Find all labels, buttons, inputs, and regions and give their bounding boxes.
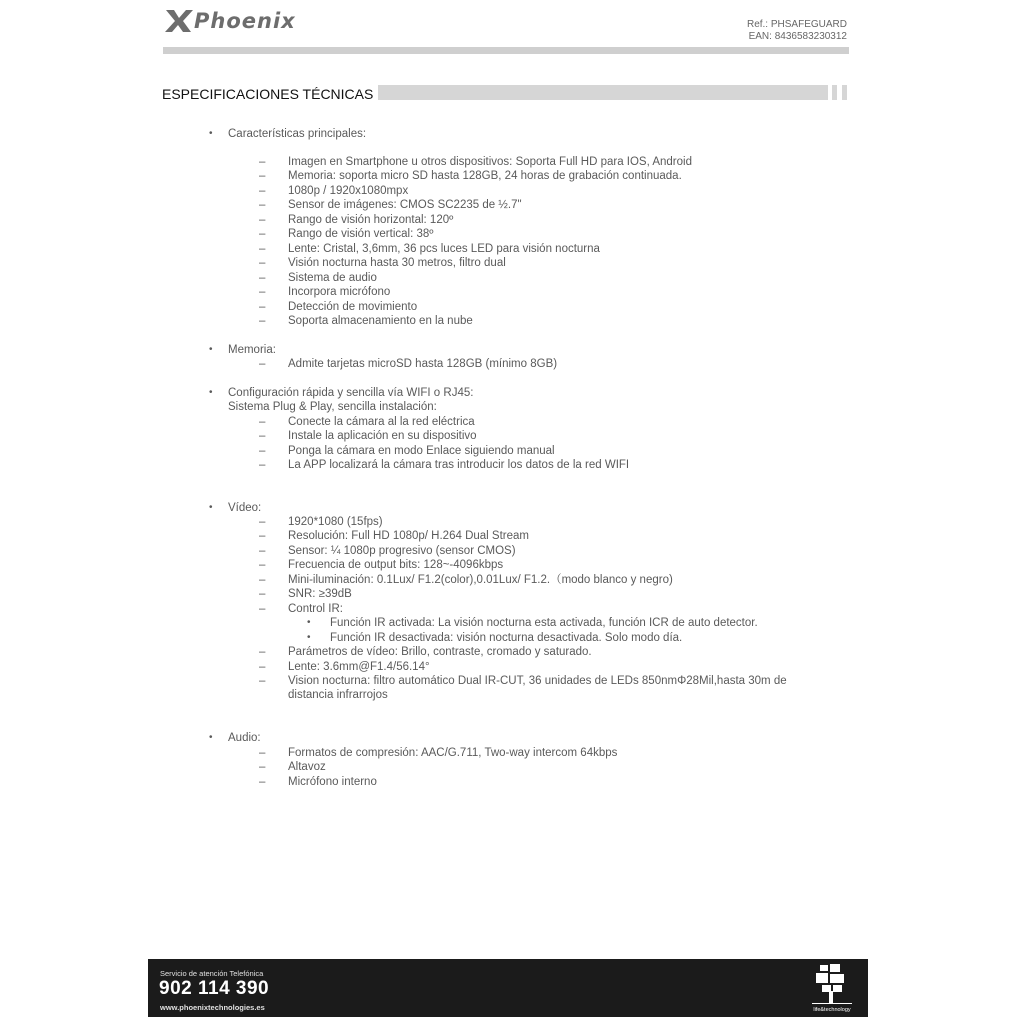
list-item: Conecte la cámara al la red eléctrica	[288, 416, 475, 428]
list-item: Memoria: soporta micro SD hasta 128GB, 24 horas de grabación continuada.	[288, 170, 682, 183]
dash-marker: –	[259, 544, 266, 557]
dash-marker: –	[259, 271, 266, 284]
bullet-marker: •	[209, 502, 213, 513]
bullet-marker: •	[209, 128, 213, 139]
list-item: Frecuencia de output bits: 128~-4096kbps	[288, 559, 504, 572]
sub-bullet-marker: •	[307, 631, 311, 643]
footer	[148, 959, 868, 1017]
list-item: Rango de visión horizontal: 120º	[288, 213, 454, 226]
dash-marker: –	[259, 430, 266, 443]
dash-marker: –	[259, 459, 266, 472]
list-item: Rango de visión vertical: 38º	[288, 228, 434, 241]
list-item: Formatos de compresión: AAC/G.711, Two-way intercom 64kbps	[288, 747, 618, 759]
dash-marker: –	[259, 300, 266, 313]
list-item: Incorpora micrófono	[288, 286, 391, 299]
dash-marker: –	[259, 660, 266, 673]
bullet-marker: •	[209, 732, 213, 743]
sub-list-item: Función IR desactivada: visión nocturna desactivada. Solo modo día.	[330, 631, 683, 644]
list-item: Micrófono interno	[288, 775, 377, 788]
list-item: 1080p / 1920x1080mpx	[288, 184, 409, 197]
dash-marker: –	[259, 516, 266, 528]
section-heading: Características principales:	[228, 128, 367, 140]
dash-marker: –	[259, 674, 266, 687]
dash-marker: –	[259, 775, 266, 788]
list-item: 1920*1080 (15fps)	[288, 516, 383, 528]
section-title: ESPECIFICACIONES TÉCNICAS	[162, 86, 374, 102]
section-subheading: Sistema Plug & Play, sencilla instalación:	[228, 401, 437, 413]
dash-marker: –	[259, 573, 266, 586]
dash-marker: –	[259, 286, 266, 299]
section-heading: Vídeo:	[228, 502, 262, 514]
dash-marker: –	[259, 602, 266, 615]
sub-list-item: Función IR activada: La visión nocturna esta activada, función ICR de auto detector.	[330, 617, 758, 630]
bullet-marker: •	[209, 387, 213, 398]
ean-code: EAN: 8436583230312	[748, 31, 847, 42]
list-item: Mini-iluminación: 0.1Lux/ F1.2(color),0.01Lux/ F1.2.（modo blanco y negro)	[288, 573, 673, 586]
list-item: Detección de movimiento	[288, 300, 418, 313]
list-item: Imagen en Smartphone u otros dispositivos: Soporta Full HD para IOS, Android	[288, 156, 692, 168]
dash-marker: –	[259, 184, 266, 197]
dash-marker: –	[259, 444, 266, 457]
list-item: Sistema de audio	[288, 271, 377, 284]
dash-marker: –	[259, 358, 266, 370]
brand-name: Phoenix	[194, 9, 296, 33]
section-heading: Configuración rápida y sencilla vía WIFI o RJ45:	[228, 387, 474, 399]
list-item: Lente: Cristal, 3,6mm, 36 pcs luces LED para visión nocturna	[288, 242, 600, 255]
list-item: Admite tarjetas microSD hasta 128GB (mínimo 8GB)	[288, 358, 558, 370]
dash-marker: –	[259, 156, 266, 168]
list-item: Parámetros de vídeo: Brillo, contraste, cromado y saturado.	[288, 646, 592, 659]
dash-marker: –	[259, 228, 266, 241]
section-heading: Audio:	[228, 732, 261, 744]
list-item-continuation: distancia infrarrojos	[288, 689, 388, 702]
list-item: Sensor de imágenes: CMOS SC2235 de ½.7"	[288, 199, 522, 212]
list-item: Vision nocturna: filtro automático Dual IR-CUT, 36 unidades de LEDs 850nmΦ28Mil,hasta 30m de	[288, 674, 787, 687]
dash-marker: –	[259, 257, 266, 270]
phone-number: 902 114 390	[159, 978, 270, 999]
list-item: Altavoz	[288, 761, 326, 774]
dash-marker: –	[259, 588, 266, 601]
list-item: Control IR:	[288, 602, 343, 615]
tree-logo-icon	[806, 963, 858, 1013]
list-item: Lente: 3.6mm@F1.4/56.14°	[288, 660, 430, 673]
dash-marker: –	[259, 314, 266, 327]
service-label: Servicio de atención Telefónica	[160, 969, 264, 978]
list-item: Resolución: Full HD 1080p/ H.264 Dual Stream	[288, 530, 529, 543]
dash-marker: –	[259, 761, 266, 774]
dash-marker: –	[259, 199, 266, 212]
dash-marker: –	[259, 646, 266, 659]
list-item: La APP localizará la cámara tras introducir los datos de la red WIFI	[288, 459, 630, 472]
list-item: Ponga la cámara en modo Enlace siguiendo manual	[288, 444, 555, 457]
list-item: Visión nocturna hasta 30 metros, filtro dual	[288, 257, 506, 270]
section-heading: Memoria:	[228, 344, 276, 356]
dash-marker: –	[259, 213, 266, 226]
bullet-marker: •	[209, 344, 213, 355]
list-item: Soporta almacenamiento en la nube	[288, 314, 473, 327]
dash-marker: –	[259, 530, 266, 543]
dash-marker: –	[259, 416, 266, 428]
ref-code: Ref.: PHSAFEGUARD	[746, 19, 847, 30]
tree-caption: life&technology	[813, 1007, 851, 1013]
dash-marker: –	[259, 170, 266, 183]
list-item: SNR: ≥39dB	[288, 588, 352, 601]
list-item: Instale la aplicación en su dispositivo	[288, 430, 477, 443]
dash-marker: –	[259, 559, 266, 572]
website-link[interactable]: www.phoenixtechnologies.es	[160, 1003, 265, 1012]
sub-bullet-marker: •	[307, 617, 311, 629]
dash-marker: –	[259, 747, 266, 759]
list-item: Sensor: ¼ 1080p progresivo (sensor CMOS)	[288, 544, 516, 557]
dash-marker: –	[259, 242, 266, 255]
